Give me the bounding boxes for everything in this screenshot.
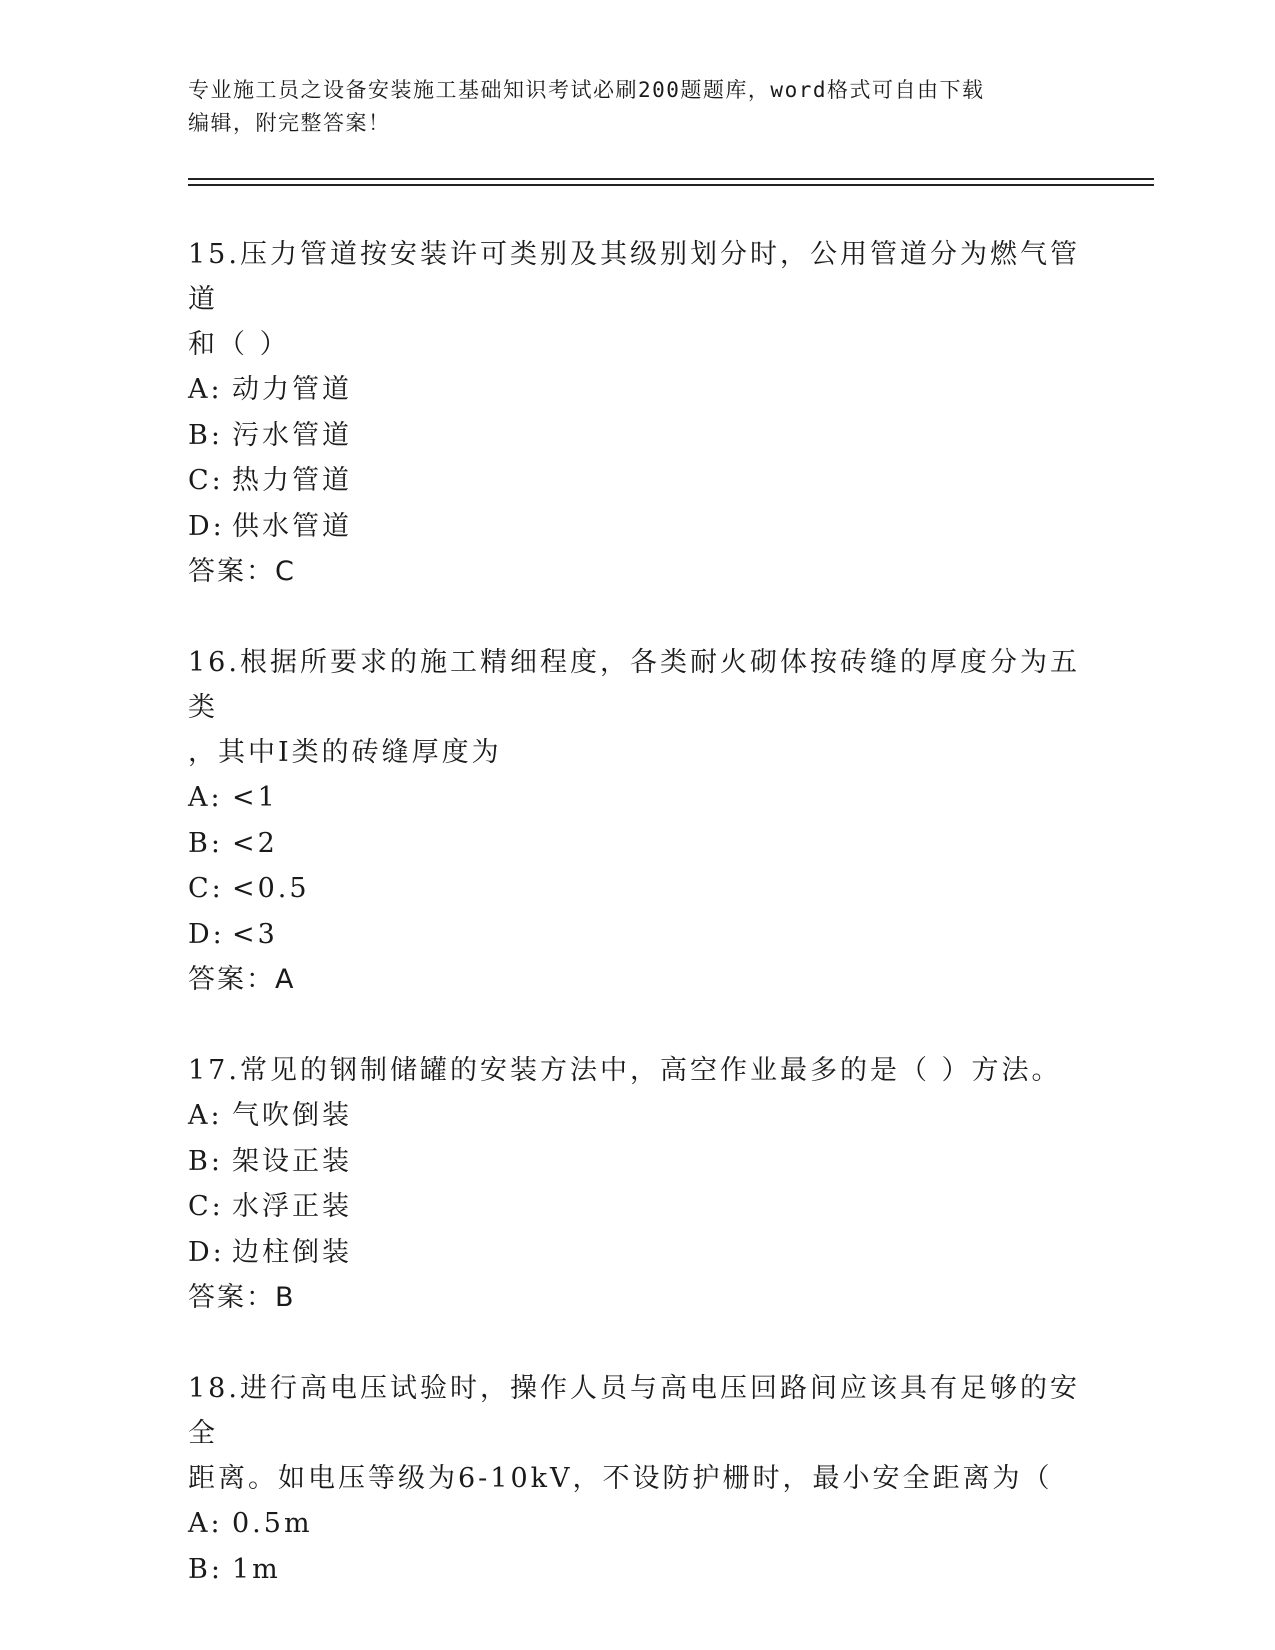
question-text-line: 15.压力管道按安装许可类别及其级别划分时，公用管道分为燃气管道: [188, 239, 1080, 315]
answer-line: 答案：A: [188, 964, 296, 995]
option-text: 气吹倒装: [232, 1100, 352, 1131]
document-header: [188, 74, 1068, 140]
option-key: A:: [188, 1508, 223, 1539]
question-text-line: 16.根据所要求的施工精细程度，各类耐火砌体按砖缝的厚度分为五类: [188, 647, 1080, 723]
option-text: 0.5m: [232, 1508, 313, 1539]
option-text: 动力管道: [232, 374, 352, 405]
question-16: [188, 640, 1088, 1003]
option-text: 热力管道: [232, 465, 352, 496]
option-key: B:: [188, 1145, 223, 1177]
option-a: [188, 775, 1088, 821]
option-a: [188, 367, 1088, 413]
option-key: A:: [188, 374, 223, 405]
option-key: B:: [188, 419, 223, 451]
option-key: A:: [188, 1100, 223, 1131]
answer-line: 答案：C: [188, 556, 296, 587]
option-key: B:: [188, 1553, 223, 1585]
option-text: 架设正装: [232, 1145, 352, 1177]
option-text: 供水管道: [232, 510, 352, 542]
question-18: [188, 1366, 1088, 1592]
header-line-2: 编辑，附完整答案！: [188, 111, 391, 135]
question-15: [188, 232, 1088, 595]
option-a: [188, 1093, 1088, 1139]
option-c: [188, 458, 1088, 504]
option-text: 边柱倒装: [232, 1236, 352, 1268]
header-divider-bottom: [188, 184, 1154, 186]
option-key: D:: [188, 1236, 225, 1268]
option-text: 污水管道: [232, 419, 352, 451]
header-divider-top: [188, 178, 1154, 180]
option-text: <0.5: [232, 873, 310, 904]
option-b: [188, 821, 1088, 867]
option-c: [188, 1184, 1088, 1230]
option-key: B:: [188, 827, 223, 859]
answer-line: 答案：B: [188, 1282, 296, 1313]
option-key: D:: [188, 510, 225, 542]
option-key: A:: [188, 782, 223, 813]
option-text: <1: [232, 782, 278, 813]
option-d: [188, 912, 1088, 958]
option-b: [188, 1139, 1088, 1185]
question-text-line: ，其中Ⅰ类的砖缝厚度为: [188, 737, 502, 768]
question-text-line: 和（ ）: [188, 329, 290, 360]
question-text-line: 距离。如电压等级为6-10kV，不设防护栅时，最小安全距离为（: [188, 1463, 1053, 1494]
option-text: <3: [232, 918, 278, 950]
option-key: C:: [188, 873, 224, 904]
option-b: [188, 413, 1088, 459]
option-key: C:: [188, 465, 224, 496]
option-c: [188, 866, 1088, 912]
option-key: D:: [188, 918, 225, 950]
question-17: [188, 1048, 1088, 1321]
option-a: [188, 1501, 1088, 1547]
question-text-line: 18.进行高电压试验时，操作人员与高电压回路间应该具有足够的安全: [188, 1373, 1080, 1449]
option-d: [188, 1230, 1088, 1276]
header-line-1: 专业施工员之设备安装施工基础知识考试必刷200题题库，word格式可自由下载: [188, 78, 985, 102]
question-list: [188, 232, 1088, 1637]
option-b: [188, 1547, 1088, 1593]
option-text: 1m: [232, 1553, 281, 1585]
option-text: 水浮正装: [232, 1191, 352, 1222]
question-text-line: 17.常见的钢制储罐的安装方法中，高空作业最多的是（ ）方法。: [188, 1055, 1062, 1086]
option-key: C:: [188, 1191, 224, 1222]
option-d: [188, 504, 1088, 550]
option-text: <2: [232, 827, 278, 859]
